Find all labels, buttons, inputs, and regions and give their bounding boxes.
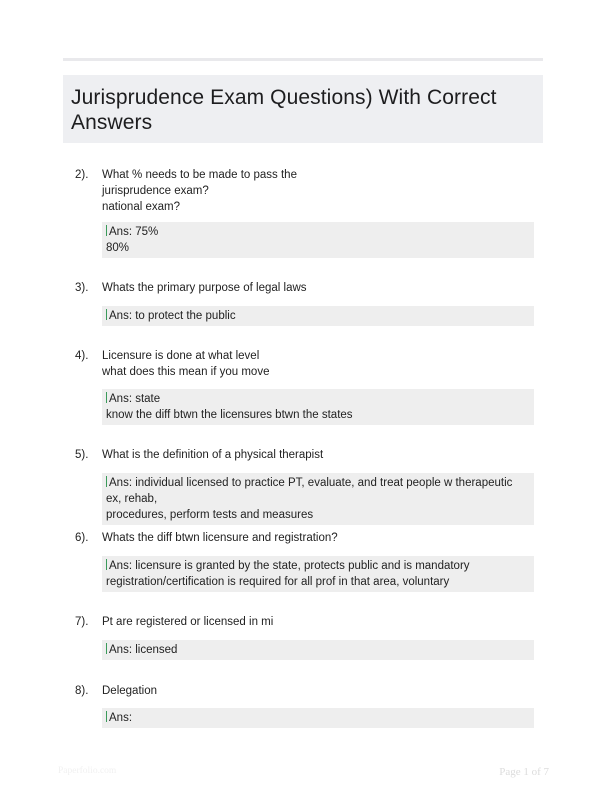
document-title-banner [63,75,543,143]
question-number: 2). [75,169,89,181]
answer-marker [106,559,107,570]
question-line: jurisprudence exam? [102,185,209,197]
document-title [71,85,535,135]
answer-marker [106,309,107,320]
answer-marker [106,392,107,403]
answer-box [102,306,534,326]
answer-marker [106,643,107,654]
question-number: 5). [75,449,89,461]
answer-line: 80% [106,242,130,254]
question-line: What is the definition of a physical therapist [102,449,324,461]
answer-line: registration/certification is required for all prof in that area, voluntary [106,576,450,588]
question-number: 3). [75,282,89,294]
question-text [102,167,522,215]
question-line: Whats the diff btwn licensure and registration? [102,532,338,544]
question-number: 6). [75,532,89,544]
answer-box [102,473,534,525]
question-line: Whats the primary purpose of legal laws [102,282,307,294]
question-line: Pt are registered or licensed in mi [102,616,274,628]
answer-box [102,389,534,425]
title-line-1: Jurisprudence Exam Questions) With Correct [71,86,497,109]
answer-box [102,708,534,728]
question-text [102,683,522,699]
question-text [102,348,522,380]
answer-box [102,640,534,660]
page-number: Page 1 of 7 [499,766,549,778]
answer-marker [106,225,107,236]
answer-box [102,556,534,592]
answer-line: Ans: licensure is granted by the state, protects public and is mandatory [109,560,470,572]
question-line: what does this mean if you move [102,366,270,378]
question-text [102,447,522,463]
answer-line: know the diff btwn the licensures btwn the states [106,409,353,421]
answer-line: Ans: state [109,393,161,405]
answer-marker [106,711,107,722]
answer-line: Ans: [109,712,133,724]
answer-line: Ans: to protect the public [109,310,236,322]
question-text [102,280,522,296]
answer-line: Ans: 75% [109,226,159,238]
footer-watermark: Paperfolio.com [58,766,117,776]
question-number: 4). [75,350,89,362]
answer-line: Ans: individual licensed to practice PT, evaluate, and treat people w therapeutic ex, rehab, [106,477,513,505]
answer-marker [106,476,107,487]
top-divider [63,58,543,61]
question-line: What % needs to be made to pass the [102,169,297,181]
question-text [102,530,522,546]
answer-line: Ans: licensed [109,644,178,656]
question-number: 8). [75,685,89,697]
question-line: Delegation [102,685,157,697]
question-line: Licensure is done at what level [102,350,260,362]
question-number: 7). [75,616,89,628]
question-line: national exam? [102,201,180,213]
answer-line: procedures, perform tests and measures [106,509,314,521]
title-line-2: Answers [71,111,153,134]
question-text [102,614,522,630]
answer-box [102,222,534,258]
